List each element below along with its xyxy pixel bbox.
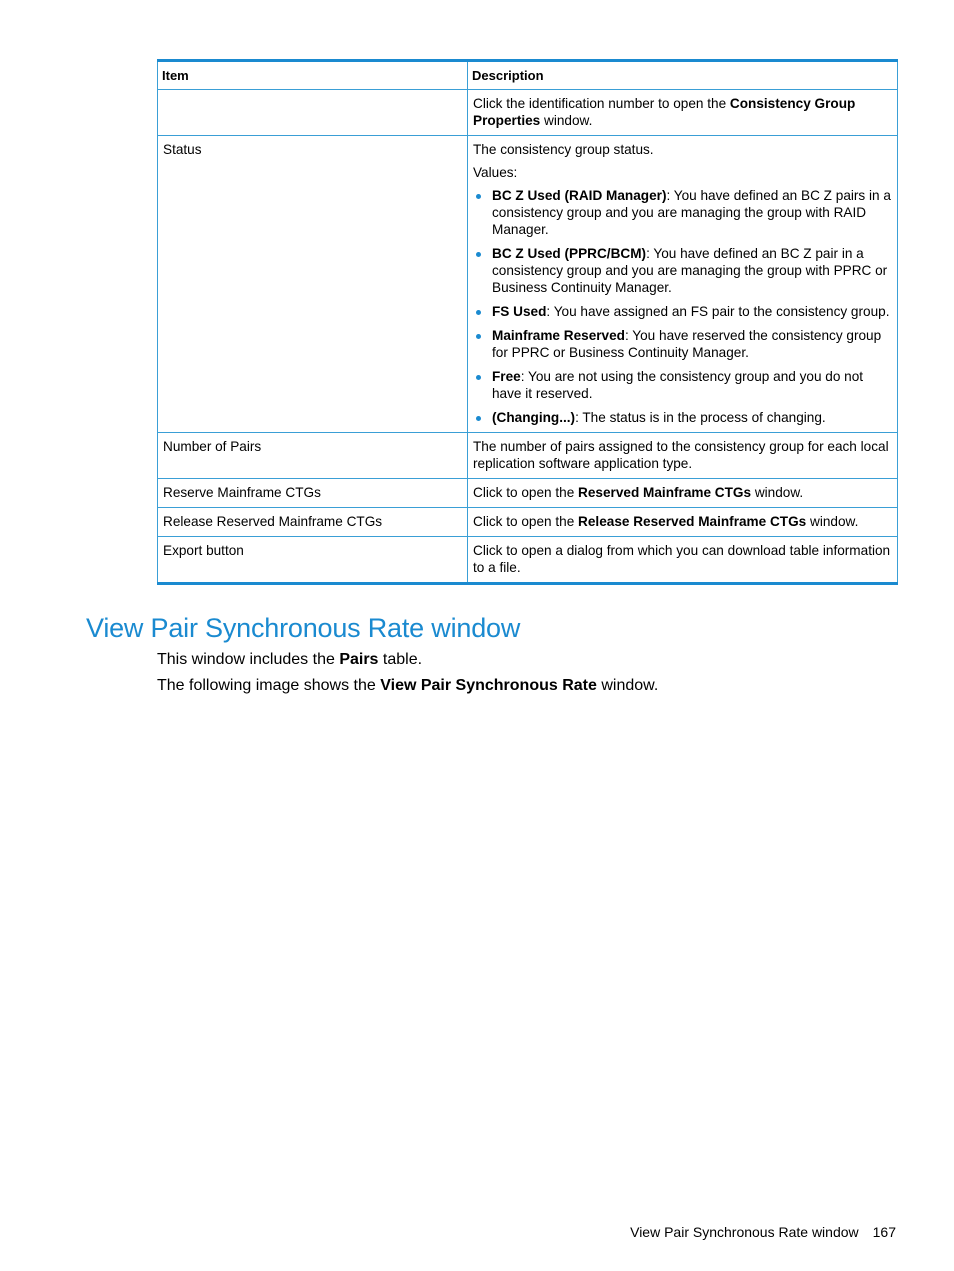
bullet-icon	[476, 310, 481, 315]
desc-text: window.	[751, 485, 804, 500]
para-text: This window includes the	[157, 651, 340, 668]
row-item: Reserve Mainframe CTGs	[158, 479, 468, 508]
desc-line: The consistency group status.	[473, 142, 654, 157]
list-item	[473, 303, 892, 320]
table-row	[158, 479, 898, 508]
header-description: Description	[468, 61, 898, 90]
para-text: window.	[596, 677, 659, 694]
row-item: Status	[158, 136, 468, 433]
para-bold: Pairs	[339, 651, 379, 668]
page-number: 167	[872, 1224, 896, 1240]
bullet-icon	[476, 375, 481, 380]
row-item: Release Reserved Mainframe CTGs	[158, 508, 468, 537]
header-item: Item	[158, 61, 468, 90]
bullet-icon	[476, 194, 481, 199]
value-text: : You have assigned an FS pair to the consistency group.	[546, 304, 890, 319]
value-text: : You have defined an BC Z pair in a consistency group and you are managing the group with PPRC or Business Continuity Manager.	[492, 246, 888, 295]
row-description: The number of pairs assigned to the consistency group for each local replication software application type.	[468, 433, 898, 479]
table-row	[158, 537, 898, 584]
table-row	[158, 90, 898, 136]
desc-line: Values:	[473, 165, 518, 180]
status-values-list	[473, 187, 892, 426]
list-item	[473, 327, 892, 361]
row-description: Click to open a dialog from which you can download table information to a file.	[468, 537, 898, 584]
table-row	[158, 433, 898, 479]
row-item	[158, 90, 468, 136]
row-item: Number of Pairs	[158, 433, 468, 479]
desc-bold: Release Reserved Mainframe CTGs	[578, 514, 807, 529]
intro-paragraph	[157, 650, 422, 670]
bullet-icon	[476, 334, 481, 339]
para-bold: View Pair Synchronous Rate	[380, 677, 597, 694]
desc-bold: Reserved Mainframe CTGs	[578, 485, 752, 500]
para-text: The following image shows the	[157, 677, 381, 694]
section-heading: View Pair Synchronous Rate window	[86, 613, 521, 643]
desc-text: Click the identification number to open the	[473, 96, 730, 111]
para-text: table.	[378, 651, 423, 668]
page-footer	[630, 1223, 896, 1241]
bullet-icon	[476, 416, 481, 421]
desc-text: window.	[540, 113, 593, 128]
value-term: FS Used	[492, 304, 547, 319]
properties-table	[157, 59, 898, 585]
value-text: : You have reserved the consistency group for PPRC or Business Continuity Manager.	[492, 328, 882, 360]
value-term: Mainframe Reserved	[492, 328, 625, 343]
desc-text: window.	[806, 514, 859, 529]
value-term: BC Z Used (PPRC/BCM)	[492, 246, 647, 261]
row-description	[468, 508, 898, 537]
list-item	[473, 187, 892, 238]
table-row	[158, 136, 898, 433]
row-description	[468, 136, 898, 433]
bullet-icon	[476, 252, 481, 257]
desc-text: Click to open the	[473, 485, 579, 500]
image-intro-paragraph	[157, 676, 658, 696]
footer-title: View Pair Synchronous Rate window	[630, 1224, 859, 1240]
value-text: : You are not using the consistency group and you do not have it reserved.	[492, 369, 864, 401]
row-description	[468, 479, 898, 508]
desc-bold: Consistency Group Properties	[473, 96, 856, 128]
value-term: BC Z Used (RAID Manager)	[492, 188, 667, 203]
table-row	[158, 508, 898, 537]
desc-text: Click to open the	[473, 514, 579, 529]
table-header-row	[158, 61, 898, 90]
value-term: (Changing...)	[492, 410, 576, 425]
value-text: : You have defined an BC Z pairs in a consistency group and you are managing the group with RAID Manager.	[492, 188, 891, 237]
row-description	[468, 90, 898, 136]
list-item	[473, 409, 892, 426]
value-term: Free	[492, 369, 521, 384]
value-text: : The status is in the process of changing.	[575, 410, 826, 425]
list-item	[473, 245, 892, 296]
list-item	[473, 368, 892, 402]
row-item: Export button	[158, 537, 468, 584]
